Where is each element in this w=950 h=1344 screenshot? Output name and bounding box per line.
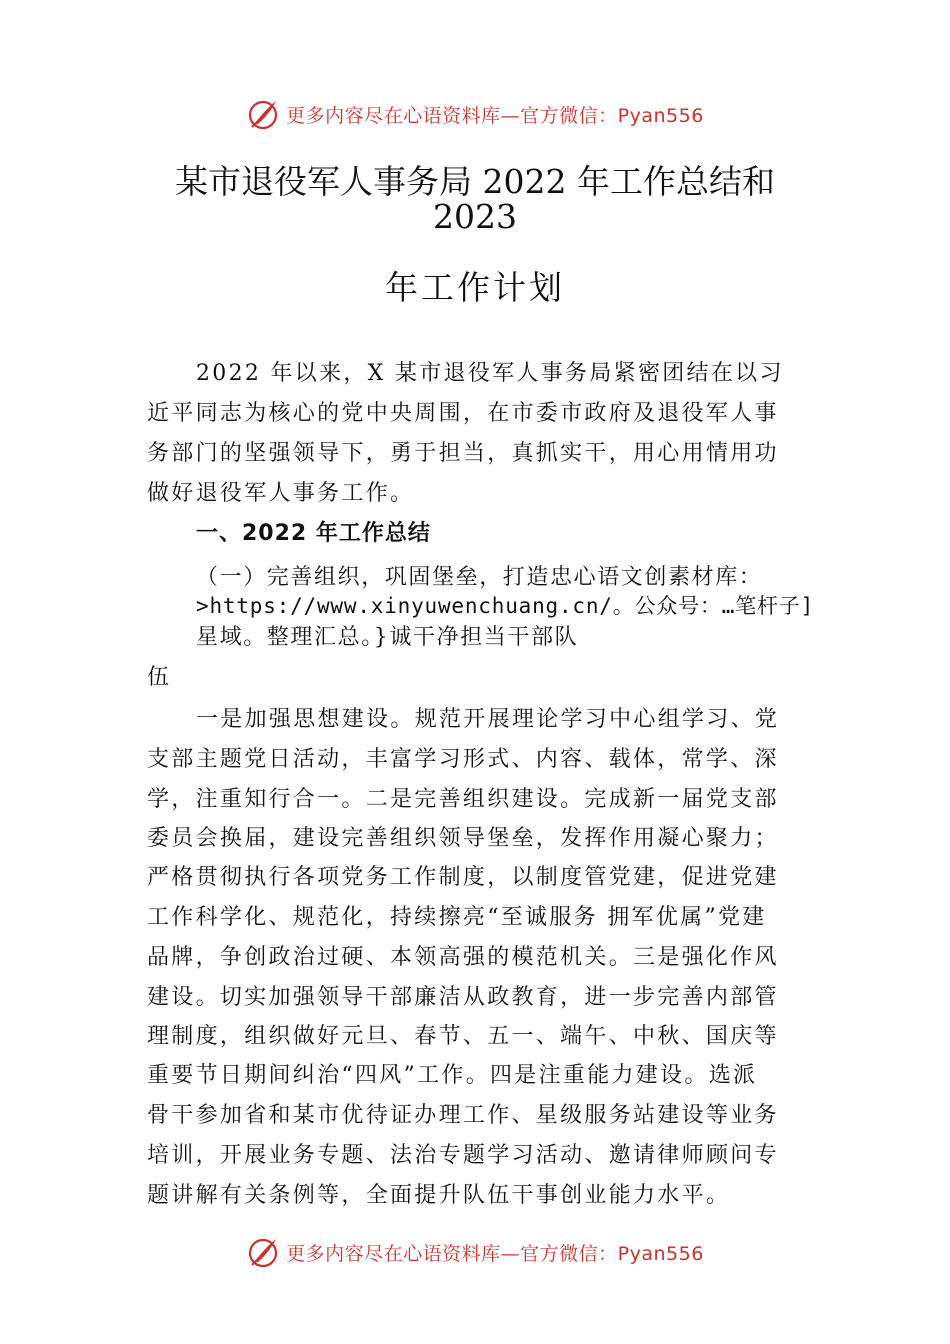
paragraph-line: 支部主题党日活动，丰富学习形式、内容、载体，常学、深 xyxy=(147,747,779,772)
subheading-line: >https://www.xinyuwenchuang.cn/。公众号：…笔杆子] xyxy=(196,594,815,618)
paragraph-line: 工作科学化、规范化，持续擦亮“至诚服务 拥军优属”党建 xyxy=(147,905,767,930)
paragraph-line: 品牌，争创政治过硬、本领高强的模范机关。三是强化作风 xyxy=(147,945,779,970)
watermark-banner-bottom xyxy=(0,1232,950,1272)
intro-line: 2022 年以来，X 某市退役军人事务局紧密团结在以习 xyxy=(196,361,784,386)
paragraph-line: 题讲解有关条例等，全面提升队伍干事创业能力水平。 xyxy=(147,1183,731,1208)
watermark-text: 更多内容尽在心语资料库—官方微信：Pyan556 xyxy=(286,104,704,127)
intro-line: 做好退役军人事务工作。 xyxy=(147,481,415,506)
page-title-line-3: 年工作计划 xyxy=(385,268,565,307)
quill-pen-logo-icon xyxy=(246,97,280,131)
section-heading: 一、2022 年工作总结 xyxy=(196,521,431,546)
subheading-line: 星域。整理汇总。}诚干净担当干部队 xyxy=(196,625,579,650)
paragraph-line: 重要节日期间纠治“四风”工作。四是注重能力建设。选派 xyxy=(147,1063,758,1088)
paragraph-line: 理制度，组织做好元旦、春节、五一、端午、中秋、国庆等 xyxy=(147,1024,779,1049)
paragraph-line: 严格贯彻执行各项党务工作制度，以制度管党建，促进党建 xyxy=(147,865,779,890)
paragraph-line: 培训，开展业务专题、法治专题学习活动、邀请律师顾问专 xyxy=(147,1143,779,1168)
paragraph-line: 建设。切实加强领导干部廉洁从政教育，进一步完善内部管 xyxy=(147,985,779,1010)
intro-line: 近平同志为核心的党中央周围，在市委市政府及退役军人事 xyxy=(147,401,779,426)
paragraph-line: 骨干参加省和某市优待证办理工作、星级服务站建设等业务 xyxy=(147,1103,779,1128)
subheading-tail: 伍 xyxy=(147,665,172,690)
intro-line: 务部门的坚强领导下，勇于担当，真抓实干，用心用情用功 xyxy=(147,441,779,466)
subheading-line: （一）完善组织，巩固堡垒，打造忠心语文创素材库： xyxy=(196,565,763,590)
paragraph-line: 一是加强思想建设。规范开展理论学习中心组学习、党 xyxy=(196,707,780,732)
watermark-banner-top xyxy=(0,94,950,134)
page-title-line-2: 2023 xyxy=(433,197,517,236)
paragraph-line: 委员会换届，建设完善组织领导堡垒，发挥作用凝心聚力； xyxy=(147,826,779,851)
paragraph-line: 学，注重知行合一。二是完善组织建设。完成新一届党支部 xyxy=(147,787,779,812)
watermark-text: 更多内容尽在心语资料库—官方微信：Pyan556 xyxy=(286,1242,704,1265)
quill-pen-logo-icon xyxy=(246,1235,280,1269)
page-title-line-1: 某市退役军人事务局 2022 年工作总结和 xyxy=(175,162,775,201)
